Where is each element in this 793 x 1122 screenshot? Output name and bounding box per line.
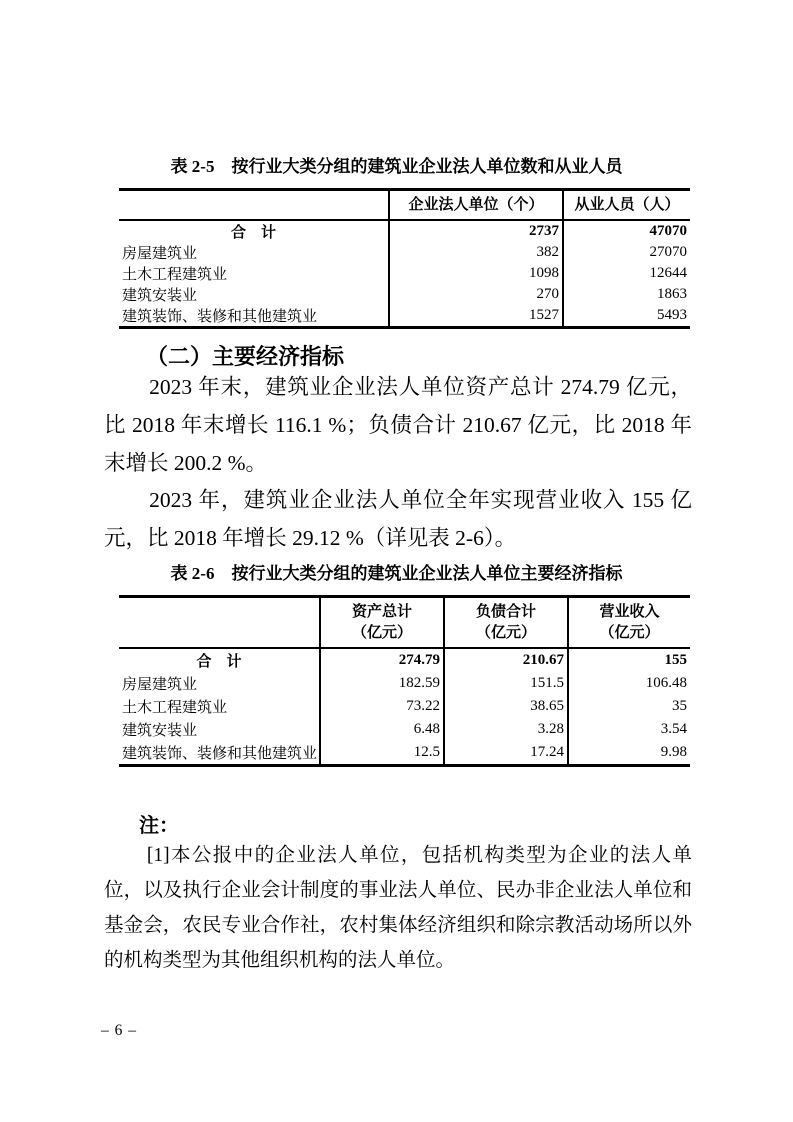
table-2-6 [119,595,690,767]
row-label: 土木工程建筑业 [122,267,228,283]
cell-value: 1527 [389,305,563,328]
row-label: 合 计 [196,654,242,670]
cell-value: 270 [389,284,563,305]
paragraph-assets-liabilities: 2023 年末，建筑业企业法人单位资产总计 274.79 亿元，比 2018 年末增长 116.1 %；负债合计 210.67 亿元，比 2018 年末增长 200.2 %。 [104,375,692,475]
total-row [119,648,690,672]
cell-value: 27070 [563,242,690,263]
table-row [119,741,690,766]
column-header: 从业人员（人） [563,190,690,221]
table-row [119,718,690,741]
cell-value: 1863 [563,284,690,305]
cell-value: 5493 [563,305,690,328]
row-label: 房屋建筑业 [122,677,198,693]
cell-value: 12644 [563,263,690,284]
row-label: 房屋建筑业 [122,246,198,262]
row-label: 建筑安装业 [122,288,198,304]
total-row [119,220,690,242]
table-2-5-title: 表 2-5 按行业大类分组的建筑业企业法人单位数和从业人员 [170,157,623,176]
cell-value: 73.22 [320,695,444,718]
cell-value: 3.54 [568,718,690,741]
row-label: 合 计 [230,225,276,241]
cell-value: 2737 [389,220,563,242]
page-number: – 6 – [101,1022,137,1039]
table-row [119,263,690,284]
cell-value: 382 [389,242,563,263]
column-header [119,190,389,221]
column-header: 企业法人单位（个） [389,190,563,221]
row-label: 建筑装饰、装修和其他建筑业 [122,309,318,325]
row-label: 建筑装饰、装修和其他建筑业 [122,746,318,762]
cell-value: 38.65 [444,695,568,718]
cell-value: 47070 [563,220,690,242]
cell-value: 210.67 [444,648,568,672]
cell-value: 151.5 [444,672,568,695]
cell-value: 155 [568,648,690,672]
cell-value: 1098 [389,263,563,284]
footnote-1: [1]本公报中的企业法人单位，包括机构类型为企业的法人单位，以及执行企业会计制度的事业法人单位、民办非企业法人单位和基金会，农民专业合作社，农村集体经济组织和除宗教活动场所以外的机构类型为其他组织机构的法人单位。 [104,845,692,971]
column-header: 资产总计 （亿元） [320,597,444,649]
section-heading-main-economic-indicators: （二）主要经济指标 [146,344,345,369]
row-label: 建筑安装业 [122,723,198,739]
cell-value: 6.48 [320,718,444,741]
table-row [119,695,690,718]
table-2-6-title: 表 2-6 按行业大类分组的建筑业企业法人单位主要经济指标 [170,564,623,583]
header-row [119,190,690,221]
cell-value: 35 [568,695,690,718]
cell-value: 9.98 [568,741,690,766]
cell-value: 274.79 [320,648,444,672]
table-row [119,305,690,328]
table-2-5 [119,188,690,329]
cell-value: 12.5 [320,741,444,766]
paragraph-operating-revenue: 2023 年，建筑业企业法人单位全年实现营业收入 155 亿元，比 2018 年增长 29.12 %（详见表 2-6）。 [104,488,692,550]
table-row [119,242,690,263]
cell-value: 182.59 [320,672,444,695]
row-label: 土木工程建筑业 [122,700,228,716]
cell-value: 17.24 [444,741,568,766]
header-row [119,597,690,649]
cell-value: 106.48 [568,672,690,695]
column-header: 负债合计 （亿元） [444,597,568,649]
cell-value: 3.28 [444,718,568,741]
column-header [119,597,320,649]
notes-heading: 注： [139,815,179,837]
column-header: 营业收入 （亿元） [568,597,690,649]
table-row [119,284,690,305]
table-row [119,672,690,695]
